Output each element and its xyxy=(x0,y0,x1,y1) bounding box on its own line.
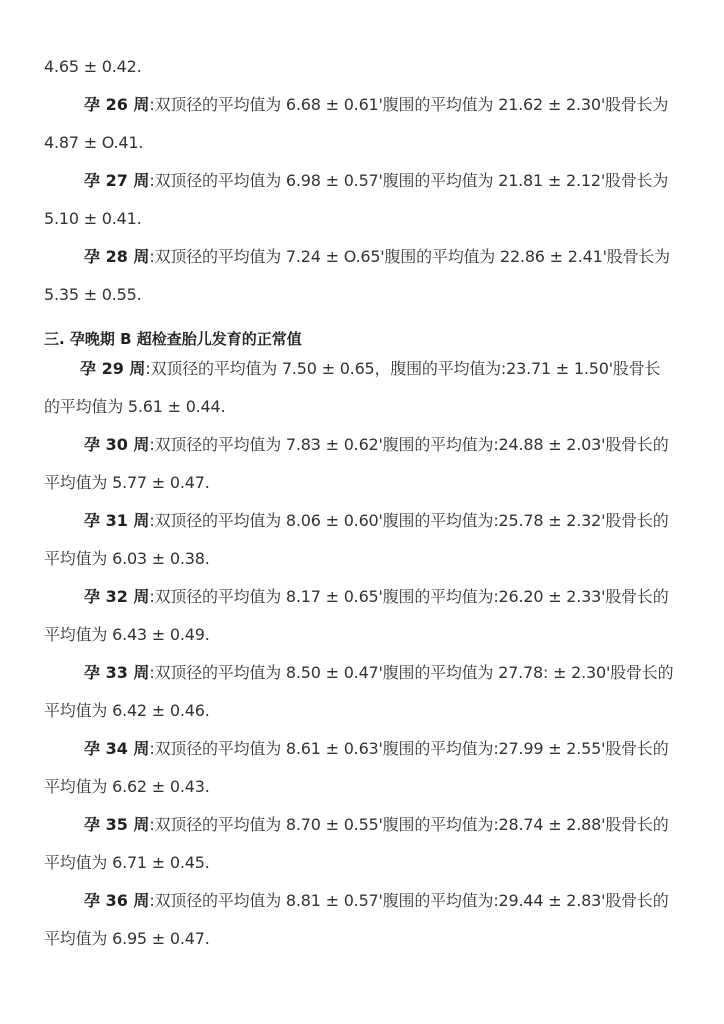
text-line xyxy=(0,546,724,572)
line-text: 平均值为 6.71 ± 0.45. xyxy=(44,853,210,872)
week-entry xyxy=(0,888,724,914)
week-entry xyxy=(0,584,724,610)
week-entry xyxy=(0,736,724,762)
week-label: 孕 35 周 xyxy=(84,815,150,834)
section-heading-text: 三. 孕晚期 B 超检查胎儿发育的正常值 xyxy=(44,330,302,348)
text-line xyxy=(0,622,724,648)
entry-text: :双顶径的平均值为 7.24 ± O.65'腹围的平均值为 22.86 ± 2.41'股骨长为 xyxy=(149,247,670,266)
week-entry xyxy=(0,244,724,270)
week-entry xyxy=(0,660,724,686)
week-label: 孕 32 周 xyxy=(84,587,150,606)
entry-text: :双顶径的平均值为 6.68 ± 0.61'腹围的平均值为 21.62 ± 2.30'股骨长为 xyxy=(149,95,669,114)
line-text: 平均值为 6.62 ± 0.43. xyxy=(44,777,210,796)
week-label: 孕 33 周 xyxy=(84,663,150,682)
text-line xyxy=(0,698,724,724)
text-line xyxy=(0,206,724,232)
week-entry xyxy=(0,92,724,118)
line-text: 平均值为 6.95 ± 0.47. xyxy=(44,929,210,948)
week-label: 孕 29 周 xyxy=(80,359,146,378)
text-line xyxy=(0,926,724,952)
week-entry xyxy=(0,356,724,382)
entry-text: :双顶径的平均值为 8.81 ± 0.57'腹围的平均值为:29.44 ± 2.83'股骨长的 xyxy=(149,891,669,910)
week-entry xyxy=(0,168,724,194)
entry-text: :双顶径的平均值为 8.70 ± 0.55'腹围的平均值为:28.74 ± 2.88'股骨长的 xyxy=(149,815,669,834)
line-text: 平均值为 6.42 ± 0.46. xyxy=(44,701,210,720)
line-text: 5.10 ± 0.41. xyxy=(44,209,142,228)
week-label: 孕 28 周 xyxy=(84,247,150,266)
text-line xyxy=(0,774,724,800)
line-text: 4.65 ± 0.42. xyxy=(44,57,142,76)
text-line xyxy=(0,54,724,80)
entry-text: :双顶径的平均值为 7.83 ± 0.62'腹围的平均值为:24.88 ± 2.03'股骨长的 xyxy=(149,435,669,454)
text-line xyxy=(0,130,724,156)
line-text: 4.87 ± O.41. xyxy=(44,133,144,152)
line-text: 平均值为 6.03 ± 0.38. xyxy=(44,549,210,568)
week-label: 孕 30 周 xyxy=(84,435,150,454)
week-label: 孕 26 周 xyxy=(84,95,150,114)
entry-text: :双顶径的平均值为 8.61 ± 0.63'腹围的平均值为:27.99 ± 2.55'股骨长的 xyxy=(149,739,669,758)
week-label: 孕 27 周 xyxy=(84,171,150,190)
line-text: 平均值为 6.43 ± 0.49. xyxy=(44,625,210,644)
week-label: 孕 31 周 xyxy=(84,511,150,530)
entry-text: :双顶径的平均值为 8.06 ± 0.60'腹围的平均值为:25.78 ± 2.32'股骨长的 xyxy=(149,511,669,530)
section-heading xyxy=(0,326,724,352)
entry-text: :双顶径的平均值为 7.50 ± 0.65，腹围的平均值为:23.71 ± 1.50'股骨长 xyxy=(145,359,661,378)
line-text: 平均值为 5.77 ± 0.47. xyxy=(44,473,210,492)
week-label: 孕 34 周 xyxy=(84,739,150,758)
text-line xyxy=(0,394,724,420)
text-line xyxy=(0,470,724,496)
week-entry xyxy=(0,508,724,534)
entry-text: :双顶径的平均值为 6.98 ± 0.57'腹围的平均值为 21.81 ± 2.12'股骨长为 xyxy=(149,171,669,190)
line-text: 5.35 ± 0.55. xyxy=(44,285,142,304)
week-label: 孕 36 周 xyxy=(84,891,150,910)
text-line xyxy=(0,282,724,308)
entry-text: :双顶径的平均值为 8.17 ± 0.65'腹围的平均值为:26.20 ± 2.33'股骨长的 xyxy=(149,587,669,606)
line-text: 的平均值为 5.61 ± 0.44. xyxy=(44,397,226,416)
week-entry xyxy=(0,812,724,838)
text-line xyxy=(0,850,724,876)
entry-text: :双顶径的平均值为 8.50 ± 0.47'腹围的平均值为 27.78: ± 2.30'股骨长的 xyxy=(149,663,674,682)
week-entry xyxy=(0,432,724,458)
